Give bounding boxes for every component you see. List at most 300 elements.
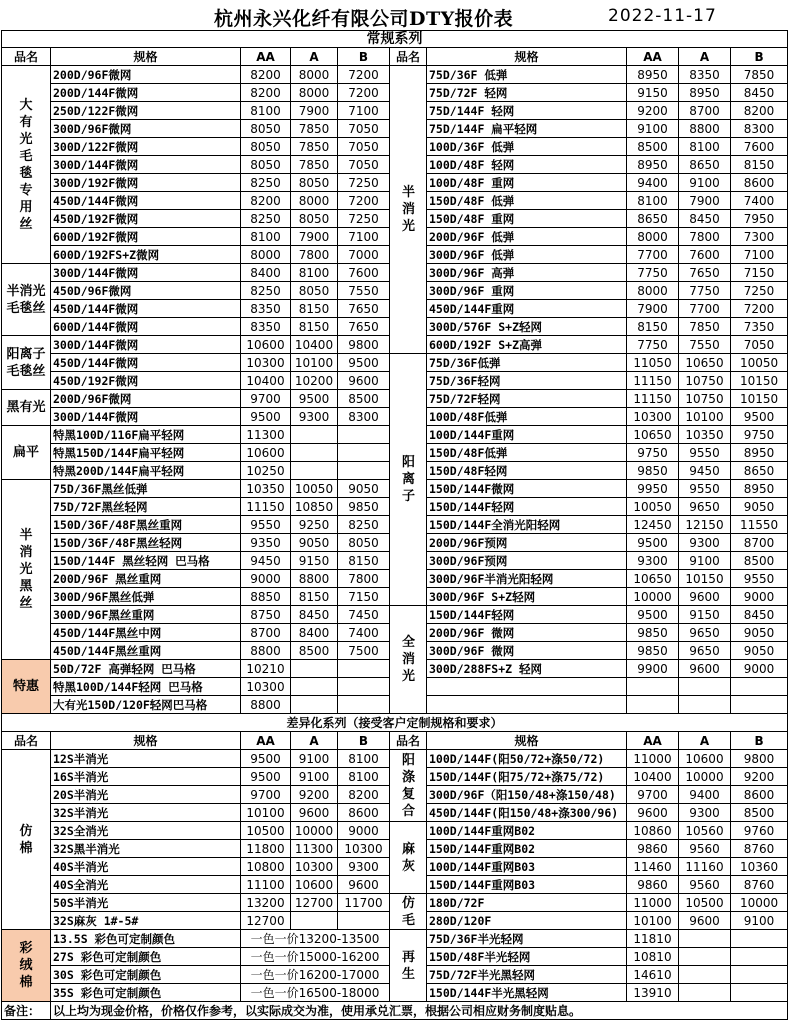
price-a: 7650 [679,264,731,282]
price-aa: 9500 [627,534,679,552]
price-a: 9100 [679,174,731,192]
price-a: 8700 [679,102,731,120]
price-a: 10600 [679,750,731,768]
price-a: 7800 [679,228,731,246]
spec-cell: 200D/96F微网 [51,390,241,408]
price-aa: 8250 [241,210,291,228]
price-aa: 9950 [627,480,679,498]
spec-cell: 600D/192F S+Z高弹 [427,336,627,354]
spec-cell: 75D/72F 轻网 [427,84,627,102]
spec-cell: 450D/144F重网 [427,300,627,318]
spec-cell: 32S黑半消光 [51,840,241,858]
price-a [291,912,338,930]
price-aa: 9860 [627,840,679,858]
spec-cell: 300D/96F预网 [427,552,627,570]
header-row [2,48,788,66]
spec-cell: 75D/72F黑丝轻网 [51,498,241,516]
price-aa: 11100 [241,876,291,894]
price-range: 一色一价15000-16200 [241,948,390,966]
price-a: 10150 [679,570,731,588]
price-b: 9750 [731,426,788,444]
price-b: 7100 [731,246,788,264]
price-aa: 11460 [627,858,679,876]
price-a: 8100 [679,138,731,156]
price-a: 8050 [291,282,338,300]
price-a: 11160 [679,858,731,876]
spec-cell: 150D/48F 重网 [427,210,627,228]
price-a: 7850 [291,120,338,138]
price-aa: 10500 [241,822,291,840]
price-aa: 9500 [241,408,291,426]
price-b: 8250 [338,516,390,534]
price-aa: 10250 [241,462,291,480]
spec-cell: 75D/36F 低弹 [427,66,627,84]
column-header-aa: AA [241,732,291,750]
table-row [2,606,788,624]
price-a [679,984,731,1002]
price-aa: 8150 [627,318,679,336]
price-a [291,678,338,696]
price-a: 7850 [679,318,731,336]
section-row-diff [2,714,788,732]
spec-cell: 300D/144F微网 [51,408,241,426]
price-aa: 8100 [241,228,291,246]
price-aa: 12700 [241,912,291,930]
price-aa: 10650 [627,426,679,444]
price-b [338,444,390,462]
column-header-b: B [338,732,390,750]
column-header-name: 品名 [390,48,427,66]
spec-cell: 300D/96F黑丝低弹 [51,588,241,606]
category-name: 半消光毛毯丝 [2,264,51,336]
spec-cell: 100D/48F低弹 [427,408,627,426]
table-row [2,354,788,372]
price-a: 9050 [291,534,338,552]
column-header-name: 品名 [2,48,51,66]
price-b: 10050 [731,354,788,372]
spec-cell: 50S半消光 [51,894,241,912]
spec-cell: 100D/48F 轻网 [427,156,627,174]
table-row [2,66,788,84]
price-aa: 14610 [627,966,679,984]
price-a: 9560 [679,876,731,894]
category-name: 半消光 [390,66,427,354]
price-b: 7400 [338,624,390,642]
price-aa: 11000 [627,894,679,912]
price-b: 9100 [731,912,788,930]
spec-cell: 13.5S 彩色可定制颜色 [51,930,241,948]
price-a: 9300 [679,534,731,552]
price-range: 一色一价16200-17000 [241,966,390,984]
price-a: 9650 [679,642,731,660]
price-aa: 10800 [241,858,291,876]
price-a [291,426,338,444]
price-aa: 11000 [627,750,679,768]
spec-cell: 200D/96F 黑丝重网 [51,570,241,588]
price-a: 7550 [679,336,731,354]
price-aa: 11300 [241,426,291,444]
category-name: 阳离子 [390,354,427,606]
price-a: 10300 [291,858,338,876]
category-name: 仿棉 [2,750,51,930]
spec-cell: 450D/192F微网 [51,372,241,390]
price-aa [627,678,679,696]
spec-cell: 300D/144F微网 [51,156,241,174]
price-a [679,678,731,696]
price-b: 9500 [731,408,788,426]
price-b: 11700 [338,894,390,912]
price-b: 8650 [731,462,788,480]
price-aa: 8950 [627,156,679,174]
price-aa: 9000 [241,570,291,588]
spec-cell: 75D/144F 扁平轻网 [427,120,627,138]
spec-cell: 300D/144F微网 [51,264,241,282]
price-aa: 10650 [627,570,679,588]
spec-cell: 75D/36F半光轻网 [427,930,627,948]
price-b: 8450 [731,606,788,624]
spec-cell: 20S半消光 [51,786,241,804]
spec-cell [427,696,627,714]
spec-cell: 150D/48F轻网 [427,462,627,480]
price-aa: 12450 [627,516,679,534]
column-header-b: B [731,48,788,66]
price-a: 9450 [679,462,731,480]
price-aa: 10210 [241,660,291,678]
price-a: 9600 [291,804,338,822]
price-a: 10500 [679,894,731,912]
spec-cell: 450D/144F黑丝重网 [51,642,241,660]
price-aa: 10050 [627,498,679,516]
price-b: 9600 [338,876,390,894]
spec-cell: 300D/96F 重网 [427,282,627,300]
category-name: 特惠 [2,660,51,714]
price-b: 8100 [338,768,390,786]
spec-cell: 280D/120F [427,912,627,930]
price-aa: 9550 [241,516,291,534]
category-name: 麻灰 [390,822,427,894]
price-aa: 10350 [241,480,291,498]
price-b: 7550 [338,282,390,300]
price-aa: 10400 [627,768,679,786]
price-aa: 9350 [241,534,291,552]
price-aa: 9500 [241,750,291,768]
spec-cell: 300D/122F微网 [51,138,241,156]
spec-cell: 27S 彩色可定制颜色 [51,948,241,966]
price-b: 7200 [338,84,390,102]
price-aa: 7750 [627,336,679,354]
price-aa: 8000 [627,282,679,300]
column-header-b: B [338,48,390,66]
price-b: 7300 [731,228,788,246]
price-aa: 7700 [627,246,679,264]
spec-cell: 450D/144F黑丝中网 [51,624,241,642]
price-b: 9550 [731,570,788,588]
spec-cell: 150D/48F低弹 [427,444,627,462]
spec-cell: 300D/96F S+Z轻网 [427,588,627,606]
price-aa: 8250 [241,282,291,300]
price-b: 7450 [338,606,390,624]
price-aa: 10300 [241,678,291,696]
price-b [731,696,788,714]
price-a: 7900 [679,192,731,210]
price-a: 8000 [291,66,338,84]
table-row [2,930,788,948]
price-b: 7250 [731,282,788,300]
spec-cell: 32S麻灰 1#-5# [51,912,241,930]
category-name: 全消光 [390,606,427,714]
spec-cell: 100D/144F重网 [427,426,627,444]
price-b: 7050 [338,156,390,174]
section-title-diff: 差异化系列（接受客户定制规格和要求） [2,714,788,732]
price-a: 8650 [679,156,731,174]
price-b [731,678,788,696]
spec-cell: 300D/96F 高弹 [427,264,627,282]
price-b [338,696,390,714]
price-aa: 9400 [627,174,679,192]
spec-cell: 450D/144F(阳150/48+涤300/96) [427,804,627,822]
price-aa: 9100 [627,120,679,138]
spec-cell: 600D/144F微网 [51,318,241,336]
price-b: 7800 [338,570,390,588]
price-b: 7150 [338,588,390,606]
spec-cell: 75D/144F 轻网 [427,102,627,120]
price-b: 9300 [338,858,390,876]
price-aa: 8650 [627,210,679,228]
price-b [731,966,788,984]
spec-cell: 75D/36F黑丝低弹 [51,480,241,498]
spec-cell: 75D/36F低弹 [427,354,627,372]
table-row [2,822,788,840]
spec-cell: 300D/96F（阳150/48+涤150/48) [427,786,627,804]
price-b: 8600 [338,804,390,822]
spec-cell: 450D/144F微网 [51,192,241,210]
price-a: 8450 [679,210,731,228]
price-b: 7100 [338,102,390,120]
price-b: 7600 [731,138,788,156]
price-a: 7900 [291,228,338,246]
spec-cell: 特黑200D/144F扁平轻网 [51,462,241,480]
price-b: 8150 [731,156,788,174]
price-b: 8950 [731,444,788,462]
spec-cell: 300D/96F半消光阳轻网 [427,570,627,588]
price-aa: 8350 [241,300,291,318]
price-aa: 8800 [241,642,291,660]
spec-cell: 32S全消光 [51,822,241,840]
price-b: 7250 [338,174,390,192]
spec-cell: 100D/144F重网B03 [427,858,627,876]
price-aa: 9700 [627,786,679,804]
price-b: 9200 [731,768,788,786]
price-a: 9600 [679,588,731,606]
price-b: 9050 [338,480,390,498]
price-aa: 10600 [241,336,291,354]
price-aa: 9850 [627,624,679,642]
spec-cell: 100D/144F(阳50/72+涤50/72) [427,750,627,768]
price-a: 8350 [679,66,731,84]
price-aa: 11050 [627,354,679,372]
price-range: 一色一价13200-13500 [241,930,390,948]
price-a: 8150 [291,318,338,336]
price-a [291,660,338,678]
price-a: 7600 [679,246,731,264]
price-a: 10850 [291,498,338,516]
price-aa: 10300 [627,408,679,426]
price-a: 10560 [679,822,731,840]
price-a: 7800 [291,246,338,264]
column-header-spec: 规格 [427,48,627,66]
price-b: 9600 [338,372,390,390]
price-b: 9050 [731,624,788,642]
price-b: 8600 [731,786,788,804]
price-b: 8500 [731,804,788,822]
price-a: 8800 [291,570,338,588]
category-name: 扁平 [2,426,51,480]
price-aa: 10600 [241,444,291,462]
column-header-aa: AA [627,48,679,66]
price-a: 9650 [679,498,731,516]
price-a: 9600 [679,660,731,678]
spec-cell: 大有光150D/120F轻网巴马格 [51,696,241,714]
spec-cell: 30S 彩色可定制颜色 [51,966,241,984]
spec-cell: 75D/72F轻网 [427,390,627,408]
price-b: 9050 [731,642,788,660]
category-name: 再生 [390,930,427,1002]
price-a: 10600 [291,876,338,894]
price-b: 9000 [731,588,788,606]
spec-cell: 300D/96F 低弹 [427,246,627,264]
price-b: 7850 [731,66,788,84]
price-a: 8800 [679,120,731,138]
category-name: 仿毛 [390,894,427,930]
price-aa: 8050 [241,138,291,156]
price-b: 8500 [731,552,788,570]
category-name: 黑有光 [2,390,51,426]
spec-cell: 200D/96F 微网 [427,624,627,642]
price-b: 7950 [731,210,788,228]
section-row-regular [2,31,788,48]
price-aa: 9450 [241,552,291,570]
price-a: 8100 [291,264,338,282]
quote-date: 2022-11-17 [608,6,717,26]
price-b: 9800 [731,750,788,768]
price-aa: 11150 [627,372,679,390]
page-title: 杭州永兴化纤有限公司DTY报价表 [214,8,514,30]
price-aa: 9750 [627,444,679,462]
price-aa: 8950 [627,66,679,84]
price-aa: 8200 [241,192,291,210]
price-a: 8050 [291,174,338,192]
price-a: 12150 [679,516,731,534]
price-b: 8150 [338,552,390,570]
price-aa: 9850 [627,642,679,660]
price-aa: 10860 [627,822,679,840]
price-b: 9000 [338,822,390,840]
price-aa: 10400 [241,372,291,390]
price-aa: 11150 [241,498,291,516]
price-a [291,444,338,462]
spec-cell: 特黑150D/144F扁平轻网 [51,444,241,462]
price-aa: 9500 [241,768,291,786]
price-range: 一色一价16500-18000 [241,984,390,1002]
price-a: 9250 [291,516,338,534]
price-b: 9500 [338,354,390,372]
price-a: 10750 [679,372,731,390]
price-a: 8150 [291,588,338,606]
price-b: 8200 [338,786,390,804]
price-aa: 9850 [627,462,679,480]
price-b [338,426,390,444]
table-row [2,894,788,912]
price-a [679,966,731,984]
price-a: 9560 [679,840,731,858]
price-a: 8150 [291,300,338,318]
column-header-a: A [679,732,731,750]
spec-cell: 600D/192FS+Z微网 [51,246,241,264]
category-name: 彩绒棉 [2,930,51,1002]
price-b [731,930,788,948]
price-a [291,696,338,714]
title-bar [0,0,789,30]
price-a: 10000 [679,768,731,786]
spec-cell: 300D/96F微网 [51,120,241,138]
spec-cell: 300D/96F 微网 [427,642,627,660]
price-aa: 10100 [627,912,679,930]
price-a: 10750 [679,390,731,408]
price-a: 9300 [291,408,338,426]
price-aa: 8200 [241,84,291,102]
column-header-spec: 规格 [51,732,241,750]
spec-cell: 200D/96F预网 [427,534,627,552]
spec-cell: 450D/144F微网 [51,354,241,372]
price-aa: 9500 [627,606,679,624]
price-a [679,930,731,948]
column-header-name: 品名 [390,732,427,750]
spec-cell: 300D/288FS+Z 轻网 [427,660,627,678]
price-aa: 9200 [627,102,679,120]
price-b: 9050 [731,498,788,516]
note-row [2,1002,788,1020]
price-b: 8600 [731,174,788,192]
category-name: 阳涤复合 [390,750,427,822]
price-b [338,678,390,696]
spec-cell: 100D/144F重网B02 [427,822,627,840]
spec-cell: 450D/192F微网 [51,210,241,228]
spec-cell: 特黑100D/116F扁平轻网 [51,426,241,444]
price-b: 7400 [731,192,788,210]
price-b [731,948,788,966]
spec-cell: 150D/36F/48F黑丝重网 [51,516,241,534]
price-a: 9550 [679,480,731,498]
column-header-aa: AA [241,48,291,66]
price-aa: 8200 [241,66,291,84]
price-b: 8500 [338,390,390,408]
price-a [679,696,731,714]
spec-cell: 150D/48F半光轻网 [427,948,627,966]
spec-cell: 180D/72F [427,894,627,912]
column-header-aa: AA [627,732,679,750]
price-b [731,984,788,1002]
price-a: 9100 [291,768,338,786]
price-b: 10300 [338,840,390,858]
price-aa: 10100 [241,804,291,822]
price-aa: 8050 [241,156,291,174]
spec-cell: 450D/96F微网 [51,282,241,300]
price-a: 10350 [679,426,731,444]
price-a: 8000 [291,192,338,210]
price-a [679,948,731,966]
spec-cell: 150D/144F(阳75/72+涤75/72) [427,768,627,786]
price-aa: 11810 [627,930,679,948]
